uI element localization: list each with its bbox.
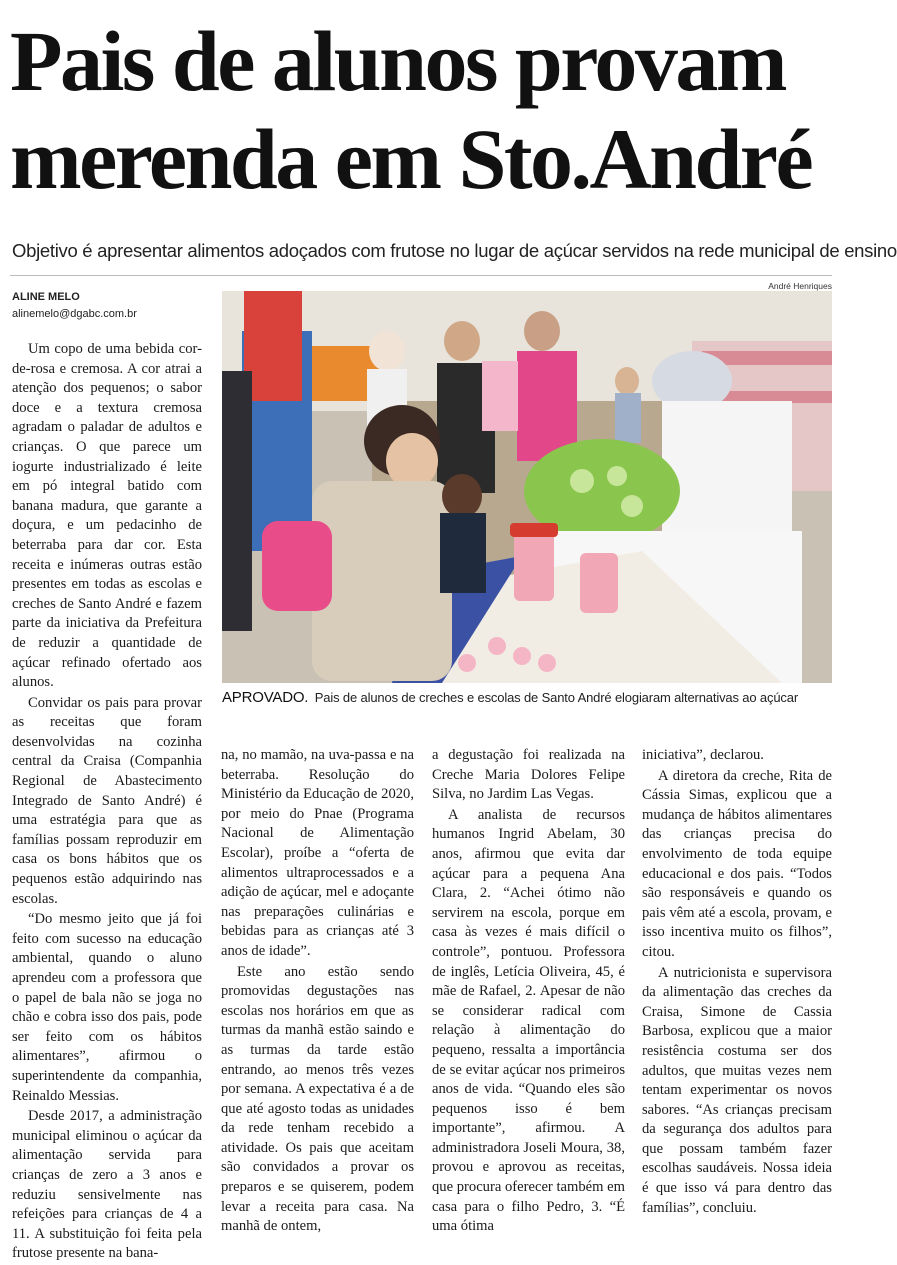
photo-caption: [222, 689, 834, 706]
paragraph: A analista de recursos humanos Ingrid Abelam, 30 anos, afirmou que evita dar açúcar para a pequena Ana Clara, 2. “Achei ótimo não servirem na escola, porque em casa às vezes é mais difícil o controle”, pontuou. Professora de inglês, Letícia Oliveira, 45, é mãe de Rafael, 2. Apesar de não se considerar radical com relação à alimentação do pequeno, ressalta a importância de se evitar açúcar nos primeiros anos de vida. “Quando eles são pequenos isso é bem importante”, afirmou. A administradora Joseli Moura, 38, provou e aprovou as receitas, que procura oferecer também em casa para o filho Pedro, 3. “É uma ótima: [432, 806, 625, 1235]
paragraph: Desde 2017, a administração municipal eliminou o açúcar da alimentação servida para crianças de zero a 3 anos e reduziu sensivelmente nas refeições para crianças de 4 a 11. A substituição foi feita pela frutose presente na bana-: [12, 1108, 202, 1262]
paragraph: “Do mesmo jeito que já foi feito com sucesso na educação ambiental, quando o aluno aprendeu com a professora que o papel de bala não se joga no chão e cobra isso dos pais, pode ser feito com os hábitos alimentares”, afirmou o superintendente da companhia, Reinaldo Messias.: [12, 911, 202, 1104]
caption-lead: APROVADO.: [222, 689, 309, 706]
paragraph: a degustação foi realizada na Creche Maria Dolores Felipe Silva, no Jardim Las Vegas.: [432, 747, 625, 803]
body-column-2: [221, 746, 414, 1238]
caption-text: Pais de alunos de creches e escolas de Santo André elogiaram alternativas ao açúcar: [314, 690, 799, 705]
author-name: ALINE MELO: [12, 291, 80, 303]
article-photo: [222, 291, 832, 683]
headline: [10, 12, 835, 208]
subheadline: Objetivo é apresentar alimentos adoçados com frutose no lugar de açúcar servidos na rede municipal de ensino: [12, 240, 897, 261]
paragraph: Convidar os pais para provar as receitas que foram desenvolvidas na cozinha central da Craisa (Companhia Regional de Abastecimento Integrado de Santo André) é uma estratégia para que as famílias possam reproduzir em casa os bons hábitos que os pequenos estão adquirindo nas escolas.: [12, 694, 202, 907]
paragraph: A nutricionista e supervisora da alimentação das creches da Craisa, Simone de Cassia Barbosa, explicou que a maior resistência costuma ser dos adultos, que muitas vezes nem tentam experimentar os novos sabores. “As crianças precisam da segurança dos adultos para que possam também fazer escolhas saudáveis. Nossa ideia é que isso vá para dentro das famílias”, concluiu.: [642, 964, 832, 1216]
paragraph: iniciativa”, declarou.: [642, 747, 764, 763]
paragraph: na, no mamão, na uva-passa e na beterraba. Resolução do Ministério da Educação de 2020, por meio do Pnae (Programa Nacional de Alimentação Escolar), proíbe a “oferta de alimentos ultraprocessados e a adição de açúcar, mel e adoçante nas preparações culinárias e bebidas para as crianças até 3 anos de idade”.: [221, 747, 414, 959]
headline-line-2: merenda em Sto.André: [10, 111, 812, 207]
paragraph: Um copo de uma bebida cor-de-rosa e cremosa. A cor atrai a atenção dos pequenos; o sabor doce e a textura cremosa agradam o paladar de adultos e crianças. O que parece um iogurte industrializado é leite em pó integral batido com banana madura, que garante a doçura, e um pedacinho de beterraba para dar cor. Esta receita e inúmeras outras estão presentes em todas as escolas e creches de Santo André e fazem parte da iniciativa da Prefeitura de reduzir a quantidade de açúcar refinado ofertado aos alunos.: [12, 341, 202, 691]
body-column-4: [642, 746, 832, 1219]
body-column-1: [12, 340, 202, 1265]
photo-credit: André Henriques: [768, 281, 832, 291]
headline-line-1: Pais de alunos provam: [10, 13, 785, 109]
author-email: alinemelo@dgabc.com.br: [12, 308, 137, 320]
paragraph: A diretora da creche, Rita de Cássia Simas, explicou que a mudança de hábitos alimentares das crianças precisa do envolvimento de toda equipe educacional e dos pais. “Todos são responsáveis e quando os pais vêm até a escola, provam, e isso incentiva muito os filhos”, citou.: [642, 767, 832, 960]
divider: [10, 275, 832, 276]
paragraph: Este ano estão sendo promovidas degustações nas escolas nos horários em que as turmas da manhã estão saindo e as turmas da tarde estão entrando, ao menos três vezes por semana. A expectativa é a de que até agosto todas as unidades da rede tenham recebido a atividade. Os pais que aceitam são convidados a provar os preparos e se quiserem, podem levar a receita para casa. Na manhã de ontem,: [221, 963, 414, 1235]
body-column-3: [432, 746, 625, 1238]
